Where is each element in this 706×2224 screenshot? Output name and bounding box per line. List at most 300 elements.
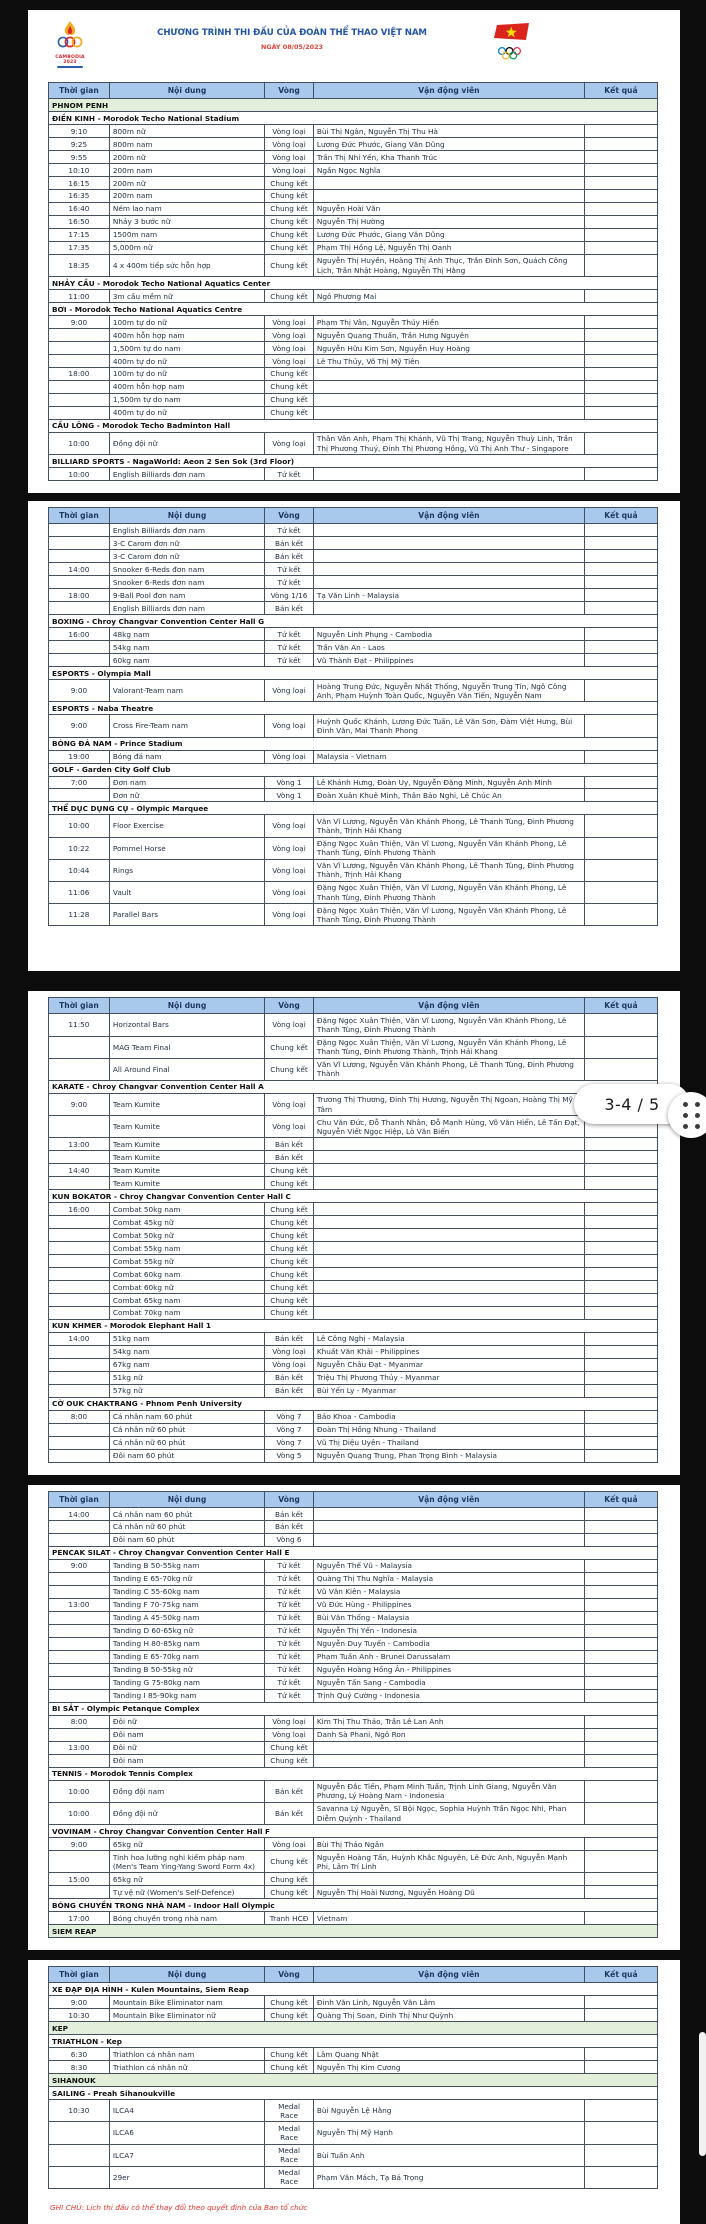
column-header-1: Nội dung <box>109 1491 264 1507</box>
event-cell: Bóng đá nam <box>109 750 264 763</box>
time-cell <box>49 1242 110 1255</box>
athletes-cell: Vũ Thị Diệu Uyên - Thailand <box>313 1436 584 1449</box>
venue-label: BÓNG ĐÁ NAM - Prince Stadium <box>49 737 658 750</box>
event-cell: ILCA4 <box>109 2100 264 2122</box>
time-cell: 18:00 <box>49 589 110 602</box>
event-cell: Tanding I 85-90kg nam <box>109 1689 264 1702</box>
round-cell: Vòng loại <box>265 1728 314 1741</box>
result-cell <box>584 1534 657 1547</box>
result-cell <box>584 125 657 138</box>
column-header-0: Thời gian <box>49 508 110 524</box>
round-cell: Chung kết <box>265 1996 314 2009</box>
event-cell: 400m tự do nữ <box>109 407 264 420</box>
venue-row <box>49 737 658 750</box>
venue-label: XE ĐẠP ĐỊA HÌNH - Kulen Mountains, Siem Reap <box>49 1983 658 1996</box>
schedule-row <box>49 1164 658 1177</box>
time-cell: 10:00 <box>49 1780 110 1802</box>
column-header-1: Nội dung <box>109 998 264 1014</box>
athletes-cell: Đặng Ngọc Xuân Thiện, Văn Vĩ Lương, Nguyễn Văn Khánh Phong, Lê Thanh Tùng, Đinh Phương Thành, Trịnh Hải Khang <box>313 1036 584 1058</box>
schedule-row <box>49 138 658 151</box>
athletes-cell: Văn Vĩ Lương, Nguyễn Văn Khánh Phong, Lê Thanh Tùng, Đinh Phương Thành <box>313 1058 584 1080</box>
time-cell <box>49 576 110 589</box>
schedule-row <box>49 1873 658 1886</box>
event-cell: 1500m nam <box>109 229 264 242</box>
event-cell: 100m tự do nữ <box>109 368 264 381</box>
result-cell <box>584 407 657 420</box>
time-cell <box>49 1754 110 1767</box>
time-cell <box>49 1521 110 1534</box>
result-cell <box>584 524 657 537</box>
event-cell: Tinh hoa lưỡng nghi kiếm pháp nam (Men's Team Ying-Yang Sword Form 4x) <box>109 1851 264 1873</box>
city-row <box>49 1925 658 1938</box>
event-cell: Cá nhân nữ 60 phút <box>109 1521 264 1534</box>
result-cell <box>584 550 657 563</box>
athletes-cell: Phạm Văn Mách, Tạ Bá Trọng <box>313 2166 584 2188</box>
time-cell: 9:00 <box>49 316 110 329</box>
event-cell: Snooker 6-Reds đơn nam <box>109 576 264 589</box>
result-cell <box>584 1586 657 1599</box>
result-cell <box>584 1138 657 1151</box>
venue-label: ĐIỀN KINH - Morodok Techo National Stadium <box>49 112 658 125</box>
time-cell: 11:28 <box>49 904 110 926</box>
page-indicator-label: 3-4 / 5 <box>604 1094 660 1114</box>
city-label: SIEM REAP <box>49 1925 658 1938</box>
time-cell: 10:00 <box>49 433 110 455</box>
venue-row <box>49 667 658 680</box>
round-cell: Chung kết <box>265 242 314 255</box>
schedule-row <box>49 654 658 667</box>
result-cell <box>584 190 657 203</box>
time-cell <box>49 641 110 654</box>
time-cell <box>49 524 110 537</box>
schedule-row <box>49 125 658 138</box>
round-cell: Chung kết <box>265 1307 314 1320</box>
athletes-cell <box>313 1873 584 1886</box>
result-cell <box>584 355 657 368</box>
schedule-row <box>49 164 658 177</box>
round-cell: Chung kết <box>265 255 314 277</box>
time-cell: 9:00 <box>49 680 110 702</box>
round-cell: Tứ kết <box>265 1624 314 1637</box>
schedule-row <box>49 1624 658 1637</box>
athletes-cell: Phạm Tuấn Anh - Brunei Darussalam <box>313 1650 584 1663</box>
event-cell: Đồng đội nữ <box>109 1802 264 1824</box>
schedule-row <box>49 394 658 407</box>
event-cell: Floor Exercise <box>109 815 264 837</box>
venue-row <box>49 1190 658 1203</box>
result-cell <box>584 1203 657 1216</box>
result-cell <box>584 1333 657 1346</box>
athletes-cell <box>313 468 584 481</box>
athletes-cell: Lê Thu Thủy, Võ Thị Mỹ Tiên <box>313 355 584 368</box>
time-cell: 10:10 <box>49 164 110 177</box>
time-cell: 8:30 <box>49 2061 110 2074</box>
venue-row <box>49 420 658 433</box>
result-cell <box>584 1242 657 1255</box>
athletes-cell: Hoàng Trung Đức, Nguyễn Nhất Thống, Nguyễn Trung Tín, Ngô Công Anh, Phạm Huỳnh Toàn Quốc, Nguyễn Văn Tiến, Nguyễn Nam <box>313 680 584 702</box>
event-cell: Cá nhân nữ 60 phút <box>109 1423 264 1436</box>
venue-label: NHẢY CẦU - Morodok Techo National Aquatics Center <box>49 277 658 290</box>
athletes-cell: Malaysia - Vietnam <box>313 750 584 763</box>
round-cell: Vòng loại <box>265 138 314 151</box>
round-cell: Chung kết <box>265 290 314 303</box>
time-cell <box>49 1281 110 1294</box>
round-cell: Chung kết <box>265 2061 314 2074</box>
result-cell <box>584 1177 657 1190</box>
time-cell: 16:50 <box>49 216 110 229</box>
event-cell: Đơn nam <box>109 776 264 789</box>
result-cell <box>584 138 657 151</box>
top-margin <box>0 0 706 10</box>
round-cell: Bán kết <box>265 602 314 615</box>
grid-dots-button[interactable] <box>668 1092 706 1138</box>
result-cell <box>584 1728 657 1741</box>
athletes-cell: Vũ Thành Đạt - Philippines <box>313 654 584 667</box>
athletes-cell <box>313 1534 584 1547</box>
event-cell: 67kg nam <box>109 1359 264 1372</box>
athletes-cell: Nguyễn Thị Mỹ Hạnh <box>313 2122 584 2144</box>
round-cell: Vòng 7 <box>265 1436 314 1449</box>
event-cell: Combat 50kg nam <box>109 1203 264 1216</box>
round-cell: Tranh HCĐ <box>265 1912 314 1925</box>
result-cell <box>584 1802 657 1824</box>
city-row <box>49 2022 658 2035</box>
schedule-row <box>49 1255 658 1268</box>
event-cell: 51kg nữ <box>109 1372 264 1385</box>
athletes-cell: Vũ Đức Hùng - Philippines <box>313 1599 584 1612</box>
document-page-2 <box>28 501 680 971</box>
event-cell: Tanding E 65-70kg nam <box>109 1650 264 1663</box>
time-cell: 11:50 <box>49 1014 110 1036</box>
time-cell <box>49 329 110 342</box>
athletes-cell <box>313 1177 584 1190</box>
round-cell: Bán kết <box>265 1521 314 1534</box>
time-cell: 9:25 <box>49 138 110 151</box>
event-cell: Team Kumite <box>109 1093 264 1115</box>
round-cell: Chung kết <box>265 1255 314 1268</box>
schedule-row <box>49 190 658 203</box>
athletes-cell <box>313 1164 584 1177</box>
schedule-row <box>49 1036 658 1058</box>
venue-label: THỂ DỤC DỤNG CỤ - Olympic Marquee <box>49 802 658 815</box>
round-cell: Chung kết <box>265 1886 314 1899</box>
athletes-cell: Kim Thị Thu Thảo, Trần Lê Lan Anh <box>313 1715 584 1728</box>
athletes-cell: Nguyễn Tấn Sang - Cambodia <box>313 1676 584 1689</box>
event-cell: Đồng đội nữ <box>109 433 264 455</box>
athletes-cell: Bảo Khoa - Cambodia <box>313 1410 584 1423</box>
result-cell <box>584 329 657 342</box>
result-cell <box>584 1689 657 1702</box>
schedule-row <box>49 1177 658 1190</box>
time-cell: 16:40 <box>49 203 110 216</box>
round-cell: Chung kết <box>265 203 314 216</box>
venue-label: KARATE - Chroy Changvar Convention Center Hall A <box>49 1080 658 1093</box>
round-cell: Bán kết <box>265 1151 314 1164</box>
time-cell <box>49 1676 110 1689</box>
schedule-row <box>49 1728 658 1741</box>
event-cell: Snooker 6-Reds đơn nam <box>109 563 264 576</box>
venue-row <box>49 277 658 290</box>
venue-row <box>49 1702 658 1715</box>
athletes-cell: Nguyễn Thị Hoài Nương, Nguyễn Hoàng Dũ <box>313 1886 584 1899</box>
result-cell <box>584 815 657 837</box>
column-header-3: Vận động viên <box>313 1967 584 1983</box>
result-cell <box>584 776 657 789</box>
event-cell: 800m nữ <box>109 125 264 138</box>
time-cell: 14:00 <box>49 563 110 576</box>
athletes-cell <box>313 1203 584 1216</box>
result-cell <box>584 1385 657 1398</box>
round-cell: Medal Race <box>265 2166 314 2188</box>
schedule-row <box>49 1838 658 1851</box>
time-cell: 14:00 <box>49 1508 110 1521</box>
time-cell: 14:40 <box>49 1164 110 1177</box>
result-cell <box>584 342 657 355</box>
schedule-row <box>49 776 658 789</box>
event-cell: Đôi nam <box>109 1754 264 1767</box>
athletes-cell: Đặng Ngọc Xuân Thiện, Văn Vĩ Lương, Nguyễn Văn Khánh Phong, Lê Thanh Tùng, Đinh Phương Thành <box>313 882 584 904</box>
athletes-cell: Triệu Thị Phương Thủy - Myanmar <box>313 1372 584 1385</box>
round-cell: Tứ kết <box>265 1676 314 1689</box>
event-cell: 29er <box>109 2166 264 2188</box>
schedule-row <box>49 1385 658 1398</box>
event-cell: Valorant-Team nam <box>109 680 264 702</box>
venue-label: BOXING - Chroy Changvar Convention Center Hall G <box>49 615 658 628</box>
round-cell: Chung kết <box>265 1177 314 1190</box>
result-cell <box>584 177 657 190</box>
athletes-cell: Ngô Phương Mai <box>313 290 584 303</box>
event-cell: Tanding C 55-60kg nam <box>109 1586 264 1599</box>
schedule-row <box>49 589 658 602</box>
result-cell <box>584 229 657 242</box>
page-gap <box>0 971 706 991</box>
venue-label: CỜ OUK CHAKTRANG - Phnom Penh University <box>49 1397 658 1410</box>
time-cell <box>49 1216 110 1229</box>
athletes-cell <box>313 394 584 407</box>
round-cell: Vòng loại <box>265 329 314 342</box>
round-cell: Vòng loại <box>265 151 314 164</box>
round-cell: Vòng loại <box>265 1838 314 1851</box>
round-cell: Bán kết <box>265 1508 314 1521</box>
round-cell: Chung kết <box>265 1873 314 1886</box>
column-header-4: Kết quả <box>584 1967 657 1983</box>
event-cell: Combat 55kg nam <box>109 1242 264 1255</box>
venue-row <box>49 802 658 815</box>
schedule-row <box>49 2144 658 2166</box>
schedule-row <box>49 524 658 537</box>
event-cell: All Around Final <box>109 1058 264 1080</box>
schedule-row <box>49 789 658 802</box>
document-page-5 <box>28 1960 680 2224</box>
column-header-1: Nội dung <box>109 83 264 99</box>
logo-subline <box>57 66 83 68</box>
result-cell <box>584 1014 657 1036</box>
schedule-row <box>49 1676 658 1689</box>
time-cell <box>49 1307 110 1320</box>
schedule-row <box>49 1436 658 1449</box>
event-cell: Rings <box>109 859 264 881</box>
schedule-row <box>49 203 658 216</box>
schedule-row <box>49 837 658 859</box>
athletes-cell: Nguyễn Hoàng Tấn, Huỳnh Khắc Nguyên, Lê Đức Anh, Nguyễn Mạnh Phi, Lâm Trí Linh <box>313 1851 584 1873</box>
column-header-4: Kết quả <box>584 998 657 1014</box>
venue-label: BI SẮT - Olympic Petanque Complex <box>49 1702 658 1715</box>
time-cell <box>49 381 110 394</box>
schedule-row <box>49 1151 658 1164</box>
schedule-row <box>49 1637 658 1650</box>
schedule-row <box>49 641 658 654</box>
athletes-cell: Lâm Quang Nhật <box>313 2048 584 2061</box>
athletes-cell: Văn Vĩ Lương, Nguyễn Văn Khánh Phong, Lê Thanh Tùng, Đinh Phương Thành, Trịnh Hải Khang <box>313 859 584 881</box>
round-cell: Tứ kết <box>265 628 314 641</box>
result-cell <box>584 1560 657 1573</box>
venue-row <box>49 1320 658 1333</box>
result-cell <box>584 1436 657 1449</box>
schedule-row <box>49 342 658 355</box>
round-cell: Tứ kết <box>265 576 314 589</box>
result-cell <box>584 904 657 926</box>
event-cell: 200m nữ <box>109 151 264 164</box>
round-cell: Tứ kết <box>265 1560 314 1573</box>
result-cell <box>584 2144 657 2166</box>
time-cell: 11:00 <box>49 290 110 303</box>
result-cell <box>584 1449 657 1462</box>
time-cell <box>49 537 110 550</box>
event-cell: Team Kumite <box>109 1116 264 1138</box>
event-cell: Triathlon cá nhân nam <box>109 2048 264 2061</box>
time-cell: 16:00 <box>49 1203 110 1216</box>
time-cell: 6:30 <box>49 2048 110 2061</box>
time-cell <box>49 1177 110 1190</box>
event-cell: 51kg nam <box>109 1333 264 1346</box>
event-cell: 65kg nữ <box>109 1873 264 1886</box>
event-cell: Team Kumite <box>109 1177 264 1190</box>
athletes-cell <box>313 563 584 576</box>
event-cell: 54kg nam <box>109 641 264 654</box>
column-header-0: Thời gian <box>49 998 110 1014</box>
venue-label: CẦU LÔNG - Morodok Techo Badminton Hall <box>49 420 658 433</box>
result-cell <box>584 654 657 667</box>
event-cell: 3-C Carom đơn nữ <box>109 537 264 550</box>
schedule-row <box>49 882 658 904</box>
schedule-row <box>49 2061 658 2074</box>
column-header-2: Vòng <box>265 998 314 1014</box>
result-cell <box>584 789 657 802</box>
time-cell <box>49 2144 110 2166</box>
round-cell: Tứ kết <box>265 1586 314 1599</box>
round-cell: Chung kết <box>265 2009 314 2022</box>
schedule-row <box>49 2166 658 2188</box>
result-cell <box>584 1676 657 1689</box>
schedule-row <box>49 1138 658 1151</box>
schedule-row <box>49 1294 658 1307</box>
city-row <box>49 2074 658 2087</box>
round-cell: Vòng loại <box>265 680 314 702</box>
event-cell: 57kg nữ <box>109 1385 264 1398</box>
venue-label: KUN KHMER - Morodok Elephant Hall 1 <box>49 1320 658 1333</box>
athletes-cell: Nguyễn Châu Đạt - Myanmar <box>313 1359 584 1372</box>
athletes-cell <box>313 1741 584 1754</box>
result-cell <box>584 1754 657 1767</box>
time-cell: 7:00 <box>49 776 110 789</box>
round-cell: Vòng 1 <box>265 789 314 802</box>
schedule-row <box>49 750 658 763</box>
document-page-1 <box>28 10 680 493</box>
round-cell: Vòng loại <box>265 859 314 881</box>
time-cell: 17:35 <box>49 242 110 255</box>
round-cell: Chung kết <box>265 229 314 242</box>
venue-row <box>49 1080 658 1093</box>
result-cell <box>584 242 657 255</box>
event-cell: Đôi nam <box>109 1728 264 1741</box>
time-cell: 14:00 <box>49 1333 110 1346</box>
time-cell <box>49 1116 110 1138</box>
time-cell: 19:00 <box>49 750 110 763</box>
scrollbar-thumb[interactable] <box>699 2032 706 2156</box>
event-cell: Tanding B 50-55kg nữ <box>109 1663 264 1676</box>
schedule-row <box>49 563 658 576</box>
result-cell <box>584 1372 657 1385</box>
time-cell: 15:00 <box>49 1873 110 1886</box>
event-cell: Đôi nam 60 phút <box>109 1534 264 1547</box>
result-cell <box>584 859 657 881</box>
time-cell <box>49 1851 110 1873</box>
athletes-cell: Nguyễn Hoài Văn <box>313 203 584 216</box>
result-cell <box>584 1036 657 1058</box>
time-cell <box>49 2166 110 2188</box>
round-cell: Tứ kết <box>265 1637 314 1650</box>
time-cell <box>49 1346 110 1359</box>
venue-row <box>49 1825 658 1838</box>
round-cell: Vòng loại <box>265 433 314 455</box>
time-cell <box>49 1637 110 1650</box>
round-cell: Vòng 1/16 <box>265 589 314 602</box>
round-cell: Chung kết <box>265 1164 314 1177</box>
table-header-row <box>49 508 658 524</box>
athletes-cell: Quàng Thị Thu Nghĩa - Malaysia <box>313 1573 584 1586</box>
athletes-cell: Bùi Thị Thảo Ngân <box>313 1838 584 1851</box>
round-cell: Chung kết <box>265 1058 314 1080</box>
schedule-row <box>49 1410 658 1423</box>
round-cell: Chung kết <box>265 1294 314 1307</box>
athletes-cell: Chu Văn Đức, Đỗ Thanh Nhân, Đỗ Mạnh Hùng, Võ Văn Hiển, Lê Tấn Đạt, Nguyễn Viết Ngọc Hiệp, Lò Văn Biến <box>313 1116 584 1138</box>
time-cell <box>49 1385 110 1398</box>
round-cell: Chung kết <box>265 1741 314 1754</box>
athletes-cell: Bùi Yến Ly - Myanmar <box>313 1385 584 1398</box>
result-cell <box>584 316 657 329</box>
column-header-4: Kết quả <box>584 508 657 524</box>
round-cell: Chung kết <box>265 1036 314 1058</box>
round-cell: Tứ kết <box>265 654 314 667</box>
athletes-cell <box>313 537 584 550</box>
result-cell <box>584 1611 657 1624</box>
table-header-row <box>49 1967 658 1983</box>
schedule-row <box>49 904 658 926</box>
event-cell: 200m nữ <box>109 177 264 190</box>
result-cell <box>584 576 657 589</box>
page-gap <box>0 493 706 501</box>
schedule-row <box>49 1599 658 1612</box>
result-cell <box>584 1912 657 1925</box>
event-cell: 5,000m nữ <box>109 242 264 255</box>
athletes-cell: Đinh Văn Linh, Nguyễn Văn Lâm <box>313 1996 584 2009</box>
city-label: KEP <box>49 2022 658 2035</box>
athletes-cell <box>313 177 584 190</box>
result-cell <box>584 151 657 164</box>
result-cell <box>584 537 657 550</box>
venue-label: ESPORTS - Olympia Mall <box>49 667 658 680</box>
athletes-cell <box>313 1754 584 1767</box>
